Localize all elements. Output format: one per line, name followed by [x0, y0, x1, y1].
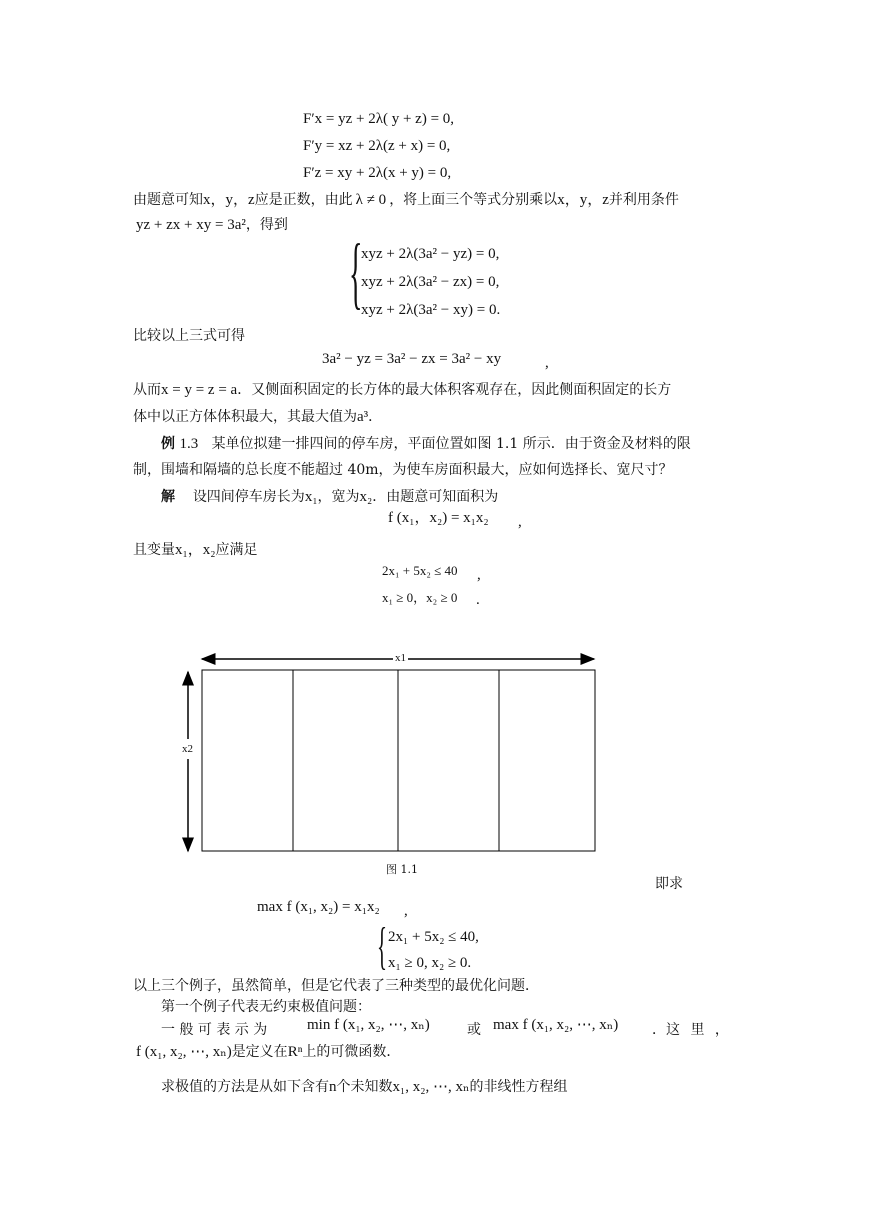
variables: x₁, x₂, ⋯, xₙ — [392, 1079, 470, 1095]
math: x，y，z — [203, 192, 255, 208]
max-expression: max f (x₁, x₂, ⋯, xₙ) — [493, 1017, 619, 1033]
math: λ ≠ 0 — [355, 192, 387, 208]
equation-fz: F′z = xy + 2λ(x + y) = 0, — [303, 165, 452, 181]
example-line1 — [161, 434, 691, 454]
text: ，得到 — [245, 217, 288, 233]
equation-fx: F′x = yz + 2λ( y + z) = 0, — [303, 111, 455, 127]
math: yz + zx + xy = 3a² — [136, 217, 246, 233]
min-expression: min f (x₁, x₂, ⋯, xₙ) — [307, 1017, 430, 1033]
rn-symbol: Rⁿ — [287, 1044, 303, 1060]
para2-line1 — [133, 380, 671, 400]
text: 应是正数，由此 — [254, 192, 353, 208]
constraint-1: 2x₁ + 5x₂ ≤ 40 — [382, 563, 458, 578]
math: x₂ — [359, 489, 373, 505]
text: 并利用条件 — [608, 192, 679, 208]
parking-layout-figure — [178, 645, 608, 860]
text: 某单位拟建一排四间的停车房，平面位置如图 1.1 所示．由于资金及材料的限 — [211, 436, 691, 452]
para3: 以上三个例子，虽然简单，但是它代表了三种类型的最优化问题． — [133, 978, 539, 994]
math: n — [329, 1079, 337, 1095]
equation-fy: F′y = xz + 2λ(z + x) = 0, — [303, 138, 451, 154]
figure-caption: 图 1.1 — [386, 863, 418, 876]
solution-label: 解 — [161, 489, 175, 505]
text: ． — [368, 409, 383, 425]
text: ，宽为 — [317, 489, 360, 505]
text: 个未知数 — [336, 1079, 393, 1095]
text: ．又侧面积固定的长方体的最大体积客观存在，因此侧面积固定的长方 — [237, 382, 672, 398]
example-line2: 制，围墙和隔墙的总长度不能超过 40m，为使车房面积最大，应如何选择长、宽尺寸？ — [133, 462, 673, 478]
or-text: 或 — [467, 1022, 481, 1038]
para5-here: ．这 里 ， — [652, 1022, 729, 1038]
para1-line2 — [136, 215, 288, 235]
compare-text: 比较以上三式可得 — [133, 328, 245, 344]
comma: , — [518, 514, 522, 530]
solution-line2 — [133, 540, 257, 560]
figure-label-x2: x2 — [182, 739, 193, 759]
para5-line2 — [136, 1042, 400, 1062]
example-label: 例 — [161, 436, 175, 452]
system2-eq2: x₁ ≥ 0, x₂ ≥ 0. — [388, 955, 472, 971]
system1-eq2: xyz + 2λ(3a² − zx) = 0, — [361, 274, 500, 290]
math: x₁，x₂ — [175, 542, 216, 558]
text: 且变量 — [133, 542, 175, 558]
left-brace: { — [377, 918, 387, 975]
area-equation: f (x₁，x₂) = x₁x₂ — [388, 510, 489, 526]
comma: , — [404, 903, 408, 919]
math: x = y = z = a — [161, 382, 238, 398]
text: 体中以正方体体积最大，其最大值为 — [133, 409, 357, 425]
solution-line1 — [161, 487, 498, 507]
left-brace: { — [349, 229, 363, 317]
constraint-2: x₁ ≥ 0，x₂ ≥ 0 — [382, 590, 458, 605]
function-expression: f (x₁, x₂, ⋯, xₙ) — [136, 1044, 232, 1060]
text: ，将上面三个等式分别乘以 — [389, 192, 558, 208]
math: a³ — [357, 409, 369, 425]
figure-label-x1: x1 — [393, 648, 408, 668]
text: 从而 — [133, 382, 161, 398]
text: ．由题意可知面积为 — [372, 489, 499, 505]
text: 是定义在 — [231, 1044, 288, 1060]
text: 由题意可知 — [133, 192, 203, 208]
text: 上的可微函数． — [302, 1044, 401, 1060]
para2-line2 — [133, 407, 382, 427]
system1-eq3: xyz + 2λ(3a² − xy) = 0. — [361, 302, 501, 318]
math: x₁ — [304, 489, 318, 505]
compare-equation: 3a² − yz = 3a² − zx = 3a² − xy — [322, 351, 502, 367]
text: 的非线性方程组 — [469, 1079, 568, 1095]
comma: , — [477, 567, 481, 583]
text: 设四间停车房长为 — [192, 489, 305, 505]
para4: 第一个例子代表无约束极值问题： — [161, 999, 371, 1015]
period: . — [476, 592, 480, 608]
para5-label: 一 般 可 表 示 为 — [161, 1022, 268, 1038]
max-objective: max f (x₁, x₂) = x₁x₂ — [257, 899, 380, 915]
comma: , — [545, 355, 549, 371]
system2-eq1: 2x₁ + 5x₂ ≤ 40, — [388, 929, 479, 945]
system1-eq1: xyz + 2λ(3a² − yz) = 0, — [361, 246, 500, 262]
text: 应满足 — [215, 542, 258, 558]
para1-line1 — [133, 190, 679, 210]
para6 — [161, 1077, 567, 1097]
ji-qiu-text: 即求 — [655, 876, 683, 892]
example-number: 1.3 — [179, 436, 199, 452]
text: 求极值的方法是从如下含有 — [161, 1079, 329, 1095]
math: x，y，z — [557, 192, 609, 208]
